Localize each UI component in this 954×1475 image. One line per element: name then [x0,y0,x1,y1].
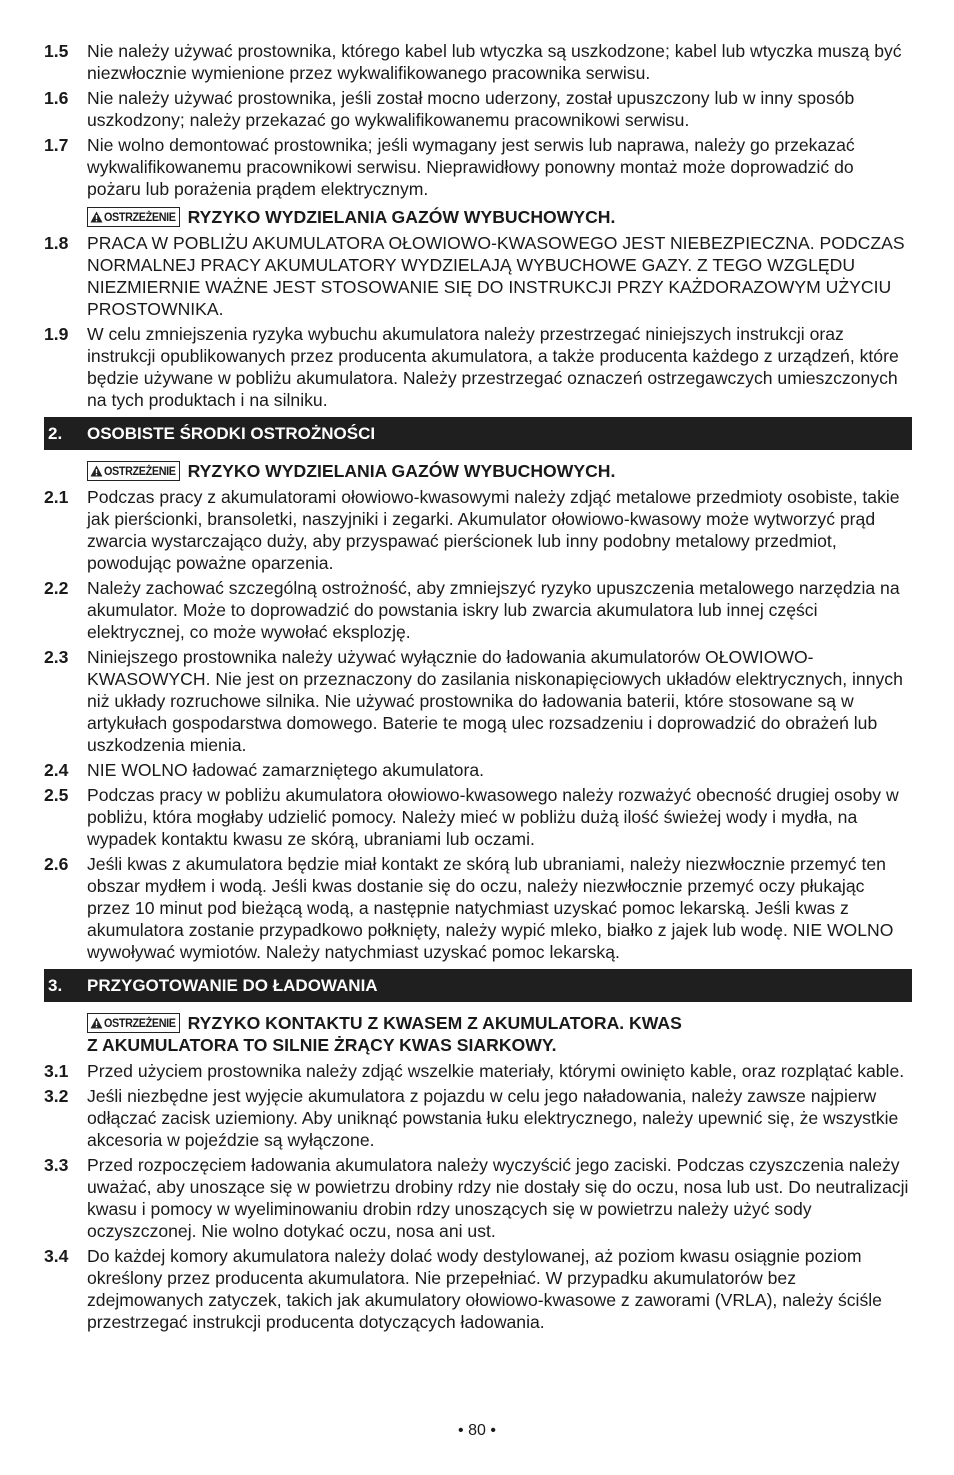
warning-triangle-icon [90,465,103,477]
item-number: 1.7 [44,135,69,155]
item-number: 2.1 [44,487,69,507]
warning-text-line1: RYZYKO KONTAKTU Z KWASEM Z AKUMULATORA. KWAS [187,1013,682,1033]
warning-text-line2: Z AKUMULATORA TO SILNIE ŻRĄCY KWAS SIARKOWY. [87,1035,557,1055]
list-item [44,1154,912,1242]
section-header [44,417,912,450]
list-item [44,577,912,643]
item-text: Jeśli kwas z akumulatora będzie miał kontakt ze skórą lub ubraniami, należy niezwłocznie przemyć ten obszar mydłem i wodą. Jeśli kwas dostanie się do oczu, należy niezwłocznie przemyć oczy płukając przez 10 minut pod bieżącą wodą, a następnie natychmiast uzyskać pomoc lekarską. Jeśli kwas z akumulatora zostanie przypadkowo połknięty, należy wypić mleko, białko z jajek lub wodę. NIE WOLNO wywoływać wymiotów. Należy natychmiast uzyskać pomoc lekarską. [87,854,894,962]
item-text: W celu zmniejszenia ryzyka wybuchu akumulatora należy przestrzegać niniejszych instrukcji oraz instrukcji opublikowanych przez producenta akumulatora, a także producenta każdego z urządzeń, które będzie używane w pobliżu akumulatora. Należy przestrzegać oznaczeń ostrzegawczych umieszczonych na tych produktach i na silniku. [87,324,899,410]
item-number: 2.5 [44,785,69,805]
warning-line [87,460,912,482]
warning-line [87,1012,912,1056]
warning-triangle-icon [90,211,103,223]
item-number: 1.8 [44,233,69,253]
warning-triangle-icon [90,1017,103,1029]
item-text: Nie należy używać prostownika, jeśli został mocno uderzony, został upuszczony lub w inny sposób uszkodzony; należy przekazać go wykwalifikowanemu pracownikowi serwisu. [87,88,855,130]
list-item [44,853,912,963]
item-text: Do każdej komory akumulatora należy dolać wody destylowanej, aż poziom kwasu osiągnie poziom określony przez producenta akumulatora. Nie przepełniać. W przypadku akumulatorów bez zdejmowanych zatyczek, takich jak akumulatory ołowiowo-kwasowe z zaworami (VRLA), należy ściśle przestrzegać instrukcji producenta dotyczących ładowania. [87,1246,882,1332]
warning-badge-label: OSTRZEŻENIE [104,464,176,478]
warning-badge-label: OSTRZEŻENIE [104,1016,176,1030]
warning-badge [87,461,180,481]
list-item [44,646,912,756]
item-text: NIE WOLNO ładować zamarzniętego akumulatora. [87,760,485,780]
item-text: Niniejszego prostownika należy używać wyłącznie do ładowania akumulatorów OŁOWIOWO-KWASOWYCH. Nie jest on przeznaczony do zasilania niskonapięciowych układów elektrycznych, innych niż układy rozruchowe silnika. Nie używać prostownika do ładowania baterii, które stosowane są w artykułach gospodarstwa domowego. Baterie te mogą ulec rozsadzeniu i doprowadzić do obrażeń lub uszkodzenia mienia. [87,647,903,755]
warning-text: RYZYKO WYDZIELANIA GAZÓW WYBUCHOWYCH. [187,207,616,227]
item-text: Podczas pracy w pobliżu akumulatora ołowiowo-kwasowego należy rozważyć obecność drugiej osoby w pobliżu, która mogłaby udzielić pomocy. Należy mieć w pobliżu dużą ilość świeżej wody i mydła, na wypadek kontaktu kwasu ze skórą, ubraniami lub oczami. [87,785,899,849]
list-item [44,1060,912,1082]
item-number: 3.3 [44,1155,69,1175]
page-number: • 80 • [458,1422,496,1439]
item-text: Jeśli niezbędne jest wyjęcie akumulatora z pojazdu w celu jego naładowania, należy zawsze najpierw odłączać zacisk uziemiony. Aby uniknąć powstania łuku elektrycznego, należy upewnić się, że wszystkie akcesoria w pojeździe są wyłączone. [87,1086,899,1150]
list-item [44,759,912,781]
item-number: 2.4 [44,760,69,780]
section-number: 3. [48,976,63,995]
list-item [44,1245,912,1333]
item-number: 2.6 [44,854,69,874]
item-number: 1.9 [44,324,69,344]
list-item [44,486,912,574]
warning-text: RYZYKO WYDZIELANIA GAZÓW WYBUCHOWYCH. [187,461,616,481]
item-text: Przed użyciem prostownika należy zdjąć wszelkie materiały, którymi owinięto kable, oraz rozplątać kable. [87,1061,905,1081]
item-number: 1.6 [44,88,69,108]
section-header [44,969,912,1002]
list-item [44,232,912,320]
item-number: 1.5 [44,41,69,61]
item-number: 3.1 [44,1061,69,1081]
item-text: Przed rozpoczęciem ładowania akumulatora należy wyczyścić jego zaciski. Podczas czyszczenia należy uważać, aby unoszące się w powietrzu drobiny rdzy nie dostały się do oczu, nosa lub ust. Do neutralizacji kwasu i pomocy w wyeliminowaniu drobin rdzy unoszących się w powietrzu należy użyć sody oczyszczonej. Nie wolno dotykać oczu, nosa ani ust. [87,1155,909,1241]
item-text: Podczas pracy z akumulatorami ołowiowo-kwasowymi należy zdjąć metalowe przedmioty osobiste, takie jak pierścionki, bransoletki, naszyjniki i zegarki. Akumulator ołowiowo-kwasowy może wytworzyć prąd zwarcia wystarczająco duży, aby przyspawać pierścionek lub inny podobny metalowy przedmiot, powodując poważne oparzenia. [87,487,900,573]
warning-badge [87,207,180,227]
item-text: Należy zachować szczególną ostrożność, aby zmniejszyć ryzyko upuszczenia metalowego narzędzia na akumulator. Może to doprowadzić do powstania iskry lub zwarcia akumulatora lub innej części elektrycznej, co może wywołać eksplozję. [87,578,900,642]
list-item [44,40,912,84]
item-text: Nie należy używać prostownika, którego kabel lub wtyczka są uszkodzone; kabel lub wtyczka muszą być niezwłocznie wymienione przez wykwalifikowanego pracownika serwisu. [87,41,902,83]
warning-badge-label: OSTRZEŻENIE [104,210,176,224]
item-number: 2.3 [44,647,69,667]
item-text: Nie wolno demontować prostownika; jeśli wymagany jest serwis lub naprawa, należy go przekazać wykwalifikowanemu pracownikowi serwisu. Nieprawidłowy ponowny montaż może doprowadzić do pożaru lub porażenia prądem elektrycznym. [87,135,855,199]
item-number: 3.4 [44,1246,69,1266]
section-number: 2. [48,424,63,443]
warning-line [87,206,912,228]
section-title: OSOBISTE ŚRODKI OSTROŻNOŚCI [87,424,376,443]
list-item [44,784,912,850]
list-item [44,87,912,131]
warning-badge [87,1013,180,1033]
item-number: 3.2 [44,1086,69,1106]
section-title: PRZYGOTOWANIE DO ŁADOWANIA [87,976,378,995]
list-item [44,134,912,200]
manual-page [44,40,912,1336]
item-text: PRACA W POBLIŻU AKUMULATORA OŁOWIOWO-KWASOWEGO JEST NIEBEZPIECZNA. PODCZAS NORMALNEJ PRACY AKUMULATORY WYDZIELAJĄ WYBUCHOWE GAZY. Z TEGO WZGLĘDU NIEZMIERNIE WAŻNE JEST STOSOWANIE SIĘ DO INSTRUKCJI PRZY KAŻDORAZOWYM UŻYCIU PROSTOWNIKA. [87,233,905,319]
list-item [44,323,912,411]
item-number: 2.2 [44,578,69,598]
list-item [44,1085,912,1151]
